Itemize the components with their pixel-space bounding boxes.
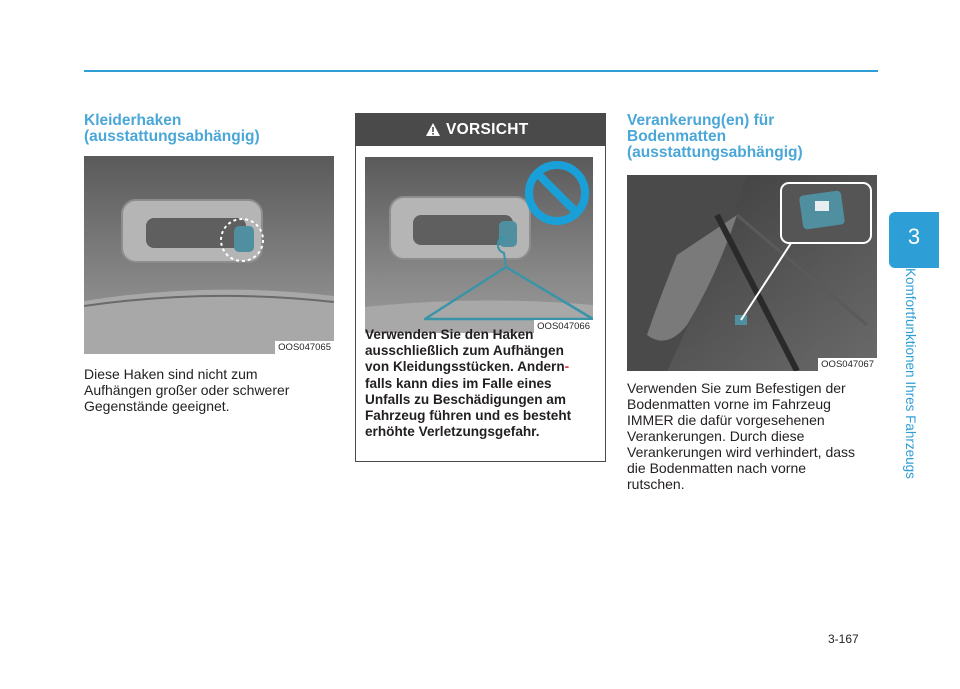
text-line: IMMER die dafür vorgesehenen: [627, 412, 825, 428]
heading-line: (ausstattungsabhängig): [627, 144, 803, 161]
text-line: ausschließlich zum Aufhängen: [365, 343, 564, 359]
text-line: Diese Haken sind nicht zum: [84, 366, 258, 382]
text-line: Fahrzeug führen und es besteht: [365, 408, 572, 424]
caution-header: [356, 114, 605, 146]
chapter-title: Komfortfunktionen Ihres Fahrzeugs: [903, 268, 918, 479]
heading-line: (ausstattungsabhängig): [84, 128, 260, 145]
text-line: Verwenden Sie zum Befestigen der: [627, 380, 846, 396]
text-line: Aufhängen großer oder schwerer: [84, 382, 290, 398]
heading-line: Kleiderhaken: [84, 112, 182, 129]
text-line: von Kleidungsstücken. Andern: [365, 359, 565, 375]
hanger-misuse-illustration: [365, 157, 593, 333]
heading-line: Verankerung(en) für: [627, 112, 775, 129]
floor-mat-description: [627, 380, 877, 492]
coat-hook-illustration: [84, 156, 334, 354]
text-line: Verankerungen wird verhindert, dass: [627, 444, 856, 460]
text-line-with-hyphen: [365, 359, 599, 375]
hyphen: -: [564, 359, 570, 375]
warning-triangle-icon: [425, 122, 441, 137]
floor-mat-anchor-illustration: [627, 175, 877, 371]
text-line: Gegenstände geeignet.: [84, 398, 230, 414]
text-line: Verwenden Sie den Haken: [365, 327, 534, 342]
caution-label: VORSICHT: [446, 121, 529, 138]
text-line: rutschen.: [627, 476, 685, 492]
floor-mat-figure: [627, 175, 877, 371]
coat-hook-figure: [84, 156, 334, 354]
caution-text: [365, 327, 599, 440]
floor-mat-heading: [627, 113, 803, 161]
text-line: Verankerungen. Durch diese: [627, 428, 805, 444]
coat-hook-description: [84, 366, 334, 414]
text-line: erhöhte Verletzungsgefahr.: [365, 424, 540, 440]
text-line: die Bodenmatten nach vorne: [627, 460, 807, 476]
figure-code: OOS047065: [275, 341, 334, 354]
text-line: Bodenmatten vorne im Fahrzeug: [627, 396, 831, 412]
chapter-number: 3: [907, 224, 921, 249]
heading-line: Bodenmatten: [627, 128, 727, 145]
coat-hook-heading: [84, 113, 260, 145]
caution-box: [355, 113, 606, 462]
top-rule: [84, 70, 878, 72]
text-line: Unfalls zu Beschädigungen am: [365, 391, 566, 407]
chapter-tab: [889, 212, 939, 268]
figure-code: OOS047067: [818, 358, 877, 371]
figure-code: OOS047066: [534, 320, 593, 333]
text-line: falls kann dies im Falle eines: [365, 375, 552, 391]
page-number: 3-167: [828, 632, 859, 646]
caution-figure: [365, 157, 593, 333]
